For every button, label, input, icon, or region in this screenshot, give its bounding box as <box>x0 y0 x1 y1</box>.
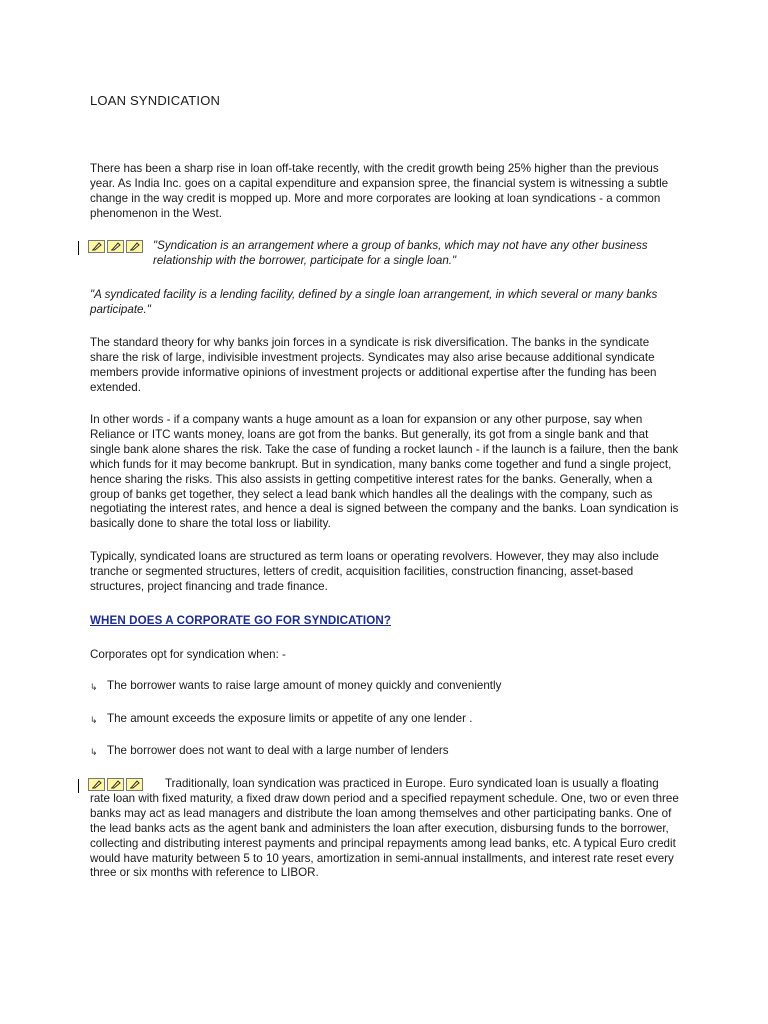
theory-text: The standard theory for why banks join forces in a syndicate is risk diversification. The banks in the syndicate share the risk of large, indivisible investment projects. Syndicates may also arise because additional syndicate members provide informative opinions of investment projects or additional expertise after the funding has been extended. <box>90 336 657 394</box>
pencil-note-icon[interactable] <box>88 240 105 253</box>
intro-paragraph <box>90 162 680 222</box>
list-item-text: The borrower does not want to deal with a large number of lenders <box>107 744 449 757</box>
quote-2 <box>90 288 680 318</box>
other-words-text: In other words - if a company wants a huge amount as a loan for expansion or any other purpose, say when Reliance or ITC wants money, loans are got from the banks. But generally, its got from a single bank and that single bank alone shares the risk. Take the case of funding a rocket launch - if the launch is a failure, then the bank which funds for it may become bankrupt. But in syndication, many banks come together and fund a single project, hence sharing the risks. This also assists in getting competitive interest rates for the banks. Generally, when a group of banks get together, they select a lead bank which handles all the dealings with the company, such as negotiating the interest rates, and hence a deal is signed between the company and the banks. Loan syndication is basically done to share the total loss or liability. <box>90 413 679 531</box>
typically-paragraph <box>90 550 680 595</box>
list-item <box>90 679 501 695</box>
corporates-opt-line <box>90 648 680 663</box>
europe-text: Traditionally, loan syndication was practiced in Europe. Euro syndicated loan is usually a floating rate loan with fixed maturity, a fixed draw down period and a specified repayment schedule. One, two or even three banks may act as lead managers and distribute the loan among themselves and other participating banks. One of the lead banks acts as the agent bank and administers the loan after execution, disbursing funds to the borrower, collecting and distributing interest payments and principal repayments among lead banks, etc. A typical Euro credit would have maturity between 5 to 10 years, amortization in semi-annual installments, and interest rate reset every three or six months with reference to LIBOR. <box>90 777 679 880</box>
pencil-note-icon[interactable] <box>107 240 124 253</box>
list-item <box>90 744 449 760</box>
list-item-text: The amount exceeds the exposure limits or appetite of any one lender . <box>107 712 473 725</box>
arrow-bullet-icon: ↳ <box>90 747 98 757</box>
arrow-bullet-icon: ↳ <box>90 682 98 692</box>
other-words-paragraph <box>90 413 680 532</box>
pencil-note-icon[interactable] <box>107 778 124 791</box>
quote-1-text: "Syndication is an arrangement where a group of banks, which may not have any other business relationship with the borrower, participate for a single loan." <box>153 239 648 267</box>
theory-paragraph <box>90 336 680 396</box>
marker-icons <box>88 778 143 791</box>
quote-2-text: "A syndicated facility is a lending facility, defined by a single loan arrangement, in which several or many banks participate." <box>90 288 658 316</box>
pencil-note-icon[interactable] <box>126 778 143 791</box>
typically-text: Typically, syndicated loans are structured as term loans or operating revolvers. However, they may also include tranche or segmented structures, letters of credit, acquisition facilities, construction financing, asset-based structures, project financing and trade finance. <box>90 550 659 593</box>
europe-callout <box>78 777 680 881</box>
change-bar <box>78 241 79 255</box>
intro-text: There has been a sharp rise in loan off-take recently, with the credit growth being 25% higher than the previous year. As India Inc. goes on a capital expenditure and expansion spree, the financial system is witnessing a subtle change in the way credit is mopped up. More and more corporates are looking at loan syndications - a common phenomenon in the West. <box>90 162 669 220</box>
quote-callout-1 <box>78 239 680 269</box>
pencil-note-icon[interactable] <box>126 240 143 253</box>
document-title: LOAN SYNDICATION <box>90 93 221 108</box>
pencil-note-icon[interactable] <box>88 778 105 791</box>
arrow-bullet-icon: ↳ <box>90 715 98 725</box>
change-bar <box>78 779 79 793</box>
list-item-text: The borrower wants to raise large amount of money quickly and conveniently <box>107 679 502 692</box>
marker-icons <box>88 240 143 253</box>
list-item <box>90 712 472 728</box>
when-syndication-heading-link[interactable]: WHEN DOES A CORPORATE GO FOR SYNDICATION? <box>90 614 392 627</box>
corporates-opt-text: Corporates opt for syndication when: - <box>90 648 286 661</box>
